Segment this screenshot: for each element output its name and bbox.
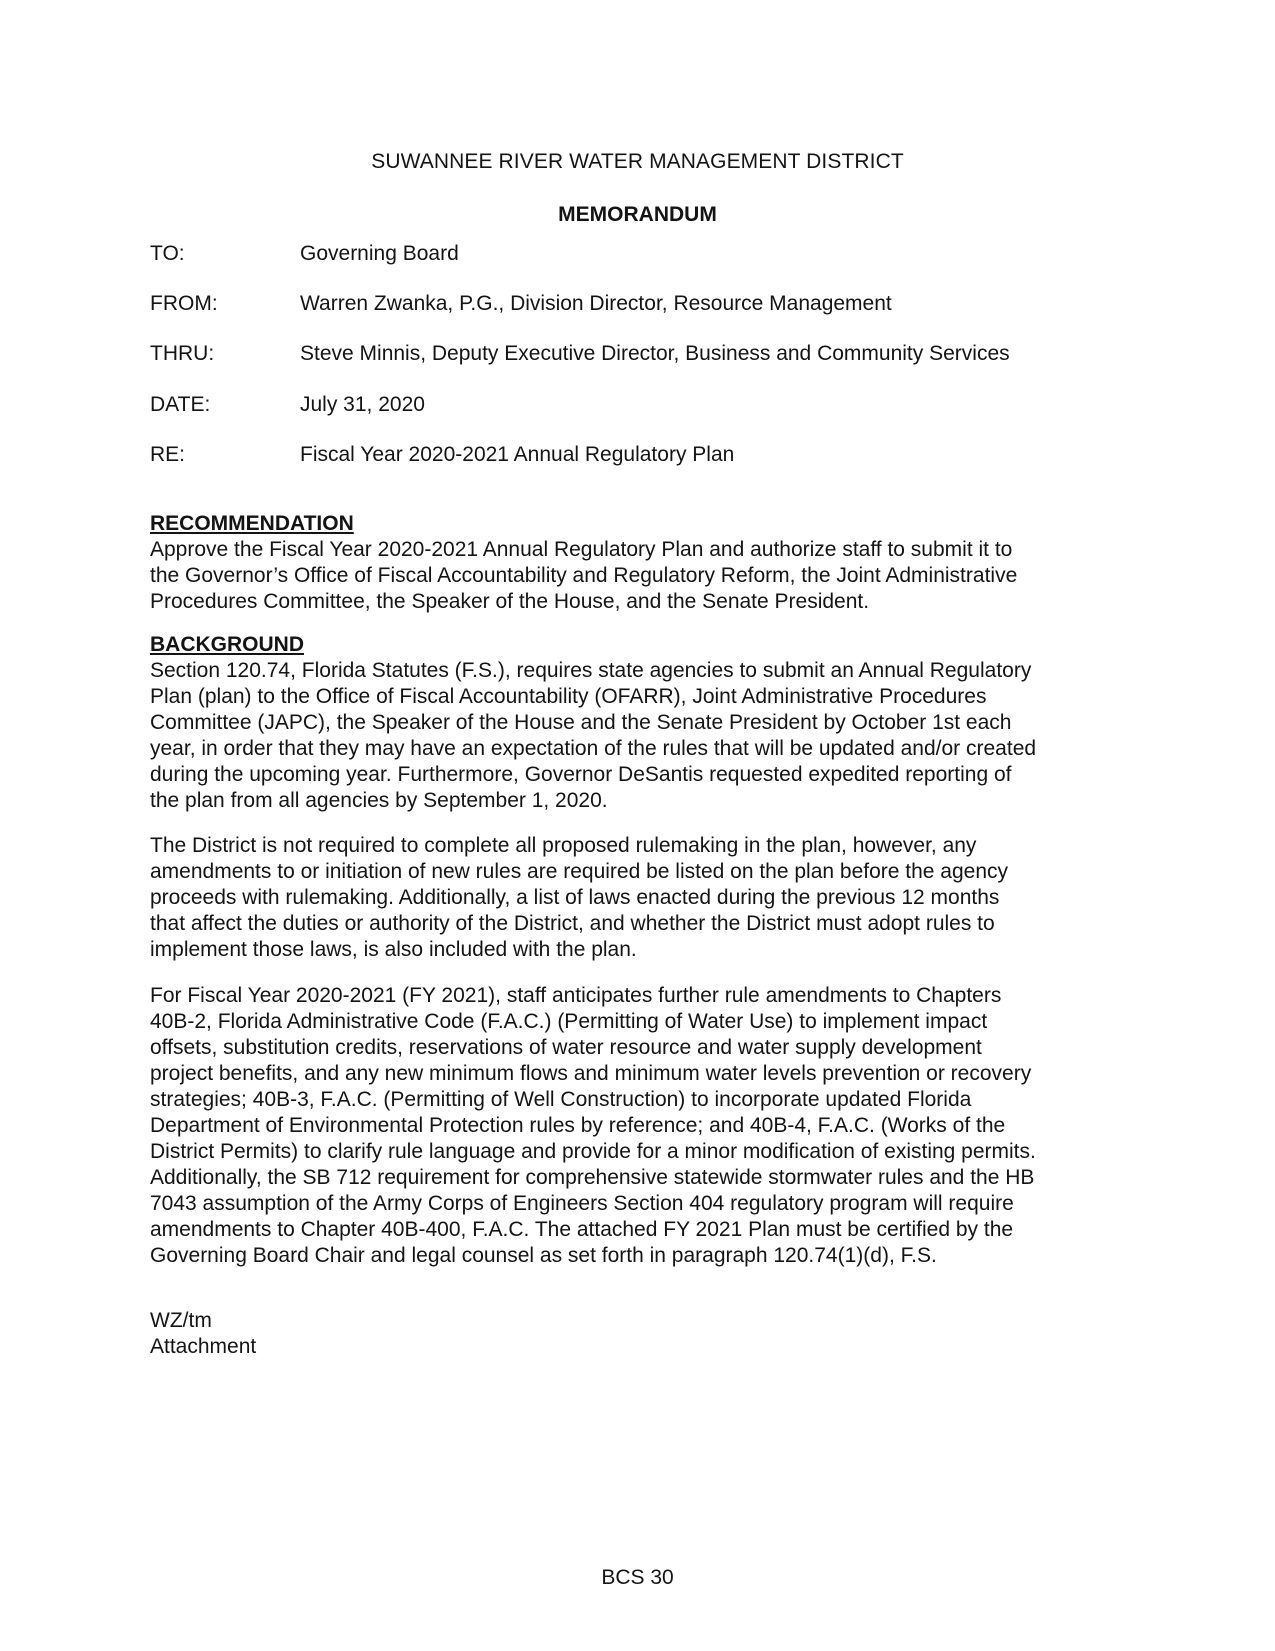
recommendation-line: the Governor’s Office of Fiscal Accountability and Regulatory Reform, the Joint Administrative bbox=[150, 564, 1018, 587]
header-row-date bbox=[150, 393, 1150, 421]
author-initials: WZ/tm bbox=[150, 1309, 212, 1332]
paragraph-line: The District is not required to complete all proposed rulemaking in the plan, however, any bbox=[150, 834, 977, 857]
paragraph-line: year, in order that they may have an expectation of the rules that will be updated and/or created bbox=[150, 737, 1037, 760]
background-heading: BACKGROUND bbox=[150, 633, 304, 656]
from-label: FROM: bbox=[150, 292, 218, 315]
header-row-thru bbox=[150, 342, 1150, 370]
paragraph-line: Plan (plan) to the Office of Fiscal Accountability (OFARR), Joint Administrative Procedures bbox=[150, 685, 987, 708]
background-paragraph-1 bbox=[150, 658, 1130, 814]
recommendation-paragraph bbox=[150, 537, 1130, 615]
paragraph-line: Committee (JAPC), the Speaker of the House and the Senate President by October 1st each bbox=[150, 711, 1012, 734]
paragraph-line: amendments to or initiation of new rules are required be listed on the plan before the agency bbox=[150, 860, 1009, 883]
from-value: Warren Zwanka, P.G., Division Director, Resource Management bbox=[300, 292, 892, 315]
paragraph-line: offsets, substitution credits, reservations of water resource and water supply development bbox=[150, 1036, 982, 1059]
recommendation-line: Procedures Committee, the Speaker of the House, and the Senate President. bbox=[150, 590, 870, 613]
recommendation-line: Approve the Fiscal Year 2020-2021 Annual Regulatory Plan and authorize staff to submit it to bbox=[150, 538, 1013, 561]
header-row-to bbox=[150, 242, 1150, 270]
header-row-re bbox=[150, 443, 1150, 471]
re-value: Fiscal Year 2020-2021 Annual Regulatory Plan bbox=[300, 443, 735, 466]
background-paragraph-2 bbox=[150, 833, 1130, 963]
paragraph-line: District Permits) to clarify rule language and provide for a minor modification of existing permits. bbox=[150, 1140, 1036, 1163]
thru-label: THRU: bbox=[150, 342, 215, 365]
paragraph-line: Governing Board Chair and legal counsel as set forth in paragraph 120.74(1)(d), F.S. bbox=[150, 1244, 937, 1267]
paragraph-line: 40B-2, Florida Administrative Code (F.A.C.) (Permitting of Water Use) to implement impact bbox=[150, 1010, 988, 1033]
to-label: TO: bbox=[150, 242, 185, 265]
date-value: July 31, 2020 bbox=[300, 393, 425, 416]
header-row-from bbox=[150, 292, 1150, 320]
paragraph-line: implement those laws, is also included with the plan. bbox=[150, 938, 637, 961]
memo-title: MEMORANDUM bbox=[558, 203, 717, 226]
paragraph-line: Additionally, the SB 712 requirement for comprehensive statewide stormwater rules and the HB bbox=[150, 1166, 1035, 1189]
paragraph-line: strategies; 40B-3, F.A.C. (Permitting of Well Construction) to incorporate updated Florida bbox=[150, 1088, 972, 1111]
paragraph-line: proceeds with rulemaking. Additionally, a list of laws enacted during the previous 12 months bbox=[150, 886, 1000, 909]
paragraph-line: Department of Environmental Protection rules by reference; and 40B-4, F.A.C. (Works of the bbox=[150, 1114, 1006, 1137]
page-number: BCS 30 bbox=[601, 1566, 674, 1589]
organization-name: SUWANNEE RIVER WATER MANAGEMENT DISTRICT bbox=[371, 150, 904, 173]
paragraph-line: during the upcoming year. Furthermore, Governor DeSantis requested expedited reporting of bbox=[150, 763, 1012, 786]
paragraph-line: Section 120.74, Florida Statutes (F.S.), requires state agencies to submit an Annual Regulatory bbox=[150, 659, 1032, 682]
re-label: RE: bbox=[150, 443, 186, 466]
paragraph-line: that affect the duties or authority of the District, and whether the District must adopt rules to bbox=[150, 912, 995, 935]
attachment-note: Attachment bbox=[150, 1335, 257, 1358]
paragraph-line: 7043 assumption of the Army Corps of Engineers Section 404 regulatory program will require bbox=[150, 1192, 1014, 1215]
paragraph-line: amendments to Chapter 40B-400, F.A.C. The attached FY 2021 Plan must be certified by the bbox=[150, 1218, 1014, 1241]
paragraph-line: For Fiscal Year 2020-2021 (FY 2021), staff anticipates further rule amendments to Chapters bbox=[150, 984, 1002, 1007]
thru-value: Steve Minnis, Deputy Executive Director, Business and Community Services bbox=[300, 342, 1010, 365]
to-value: Governing Board bbox=[300, 242, 459, 265]
date-label: DATE: bbox=[150, 393, 211, 416]
background-paragraph-3 bbox=[150, 983, 1130, 1269]
recommendation-heading: RECOMMENDATION bbox=[150, 512, 354, 535]
paragraph-line: the plan from all agencies by September 1, 2020. bbox=[150, 789, 608, 812]
paragraph-line: project benefits, and any new minimum flows and minimum water levels prevention or recovery bbox=[150, 1062, 1032, 1085]
